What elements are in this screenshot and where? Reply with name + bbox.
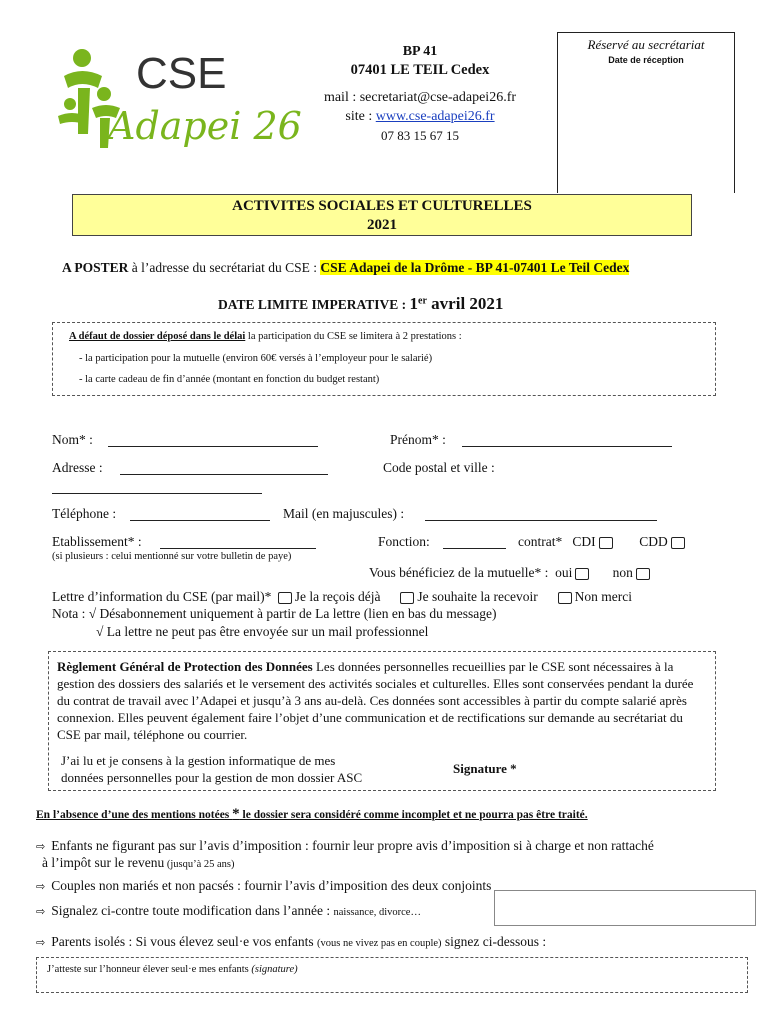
note-2-text: Couples non mariés et non pacsés : fournir l’avis d’imposition des deux conjoints	[51, 878, 492, 893]
warning-item-2: - la carte cadeau de fin d’année (montant en fonction du budget restant)	[79, 374, 380, 385]
lettre-opt1-checkbox[interactable]	[278, 592, 292, 604]
consent-line-1: J’ai lu et je consens à la gestion informatique de mes	[61, 753, 336, 768]
warning-lead: A défaut de dossier déposé dans le délai	[69, 331, 246, 342]
nom-field[interactable]	[108, 434, 318, 447]
reserved-title: Réservé au secrétariat	[587, 37, 705, 52]
title-line2: 2021	[367, 217, 397, 233]
cdd-checkbox[interactable]	[671, 537, 685, 549]
cdi-checkbox[interactable]	[599, 537, 613, 549]
fonction-field[interactable]	[443, 536, 506, 549]
cse-adapei-logo	[58, 44, 302, 162]
cdd-label: CDD	[639, 534, 668, 549]
note-3b: naissance, divorce…	[333, 907, 421, 918]
adresse-field-2[interactable]	[52, 481, 262, 494]
rgpd-text: Les données personnelles recueillies par le CSE sont nécessaires à la gestion des dossiers des salariés et le versement des activités sociales et culturelles. Elles sont conservées pendant la durée du contrat de travail avec l’Adapei et jusqu’à 3 ans au-delà. Ces données sont accessibles à partir du compte salarié après connexion. Elles peuvent également faire l’objet d’une communication et de rectifications sur demande au secrétariat du CSE par mail, téléphone ou courrier.	[57, 659, 694, 742]
etab-label: Etablissement* :	[52, 534, 142, 549]
lettre-opt3: Non merci	[574, 589, 632, 604]
rgpd-box	[48, 651, 716, 791]
fonction-label: Fonction:	[378, 534, 430, 549]
reserved-subtitle: Date de réception	[608, 55, 684, 65]
note-1	[36, 838, 766, 854]
oui-label: oui	[555, 565, 573, 580]
reserved-box	[557, 32, 735, 193]
header-mail: mail : secretariat@cse-adapei26.fr	[323, 90, 517, 105]
lettre-group	[52, 589, 752, 605]
cdi-label: CDI	[572, 534, 596, 549]
note-3a: Signalez ci-contre toute modification dans l’année :	[51, 903, 334, 918]
note-1b: à l’impôt sur le revenu	[42, 855, 165, 870]
deadline-label: DATE LIMITE IMPERATIVE :	[218, 297, 410, 312]
lettre-opt3-checkbox[interactable]	[558, 592, 572, 604]
note-1c: (jusqu’à 25 ans)	[164, 859, 235, 870]
lettre-opt2-checkbox[interactable]	[400, 592, 414, 604]
deadline-rest: avril 2021	[426, 294, 504, 313]
header-site	[290, 109, 550, 125]
form-title	[72, 194, 692, 236]
mutuelle-label: Vous bénéficiez de la mutuelle* :	[369, 565, 549, 580]
adresse-field[interactable]	[120, 462, 328, 475]
note-3	[36, 903, 421, 919]
attest-signature-box[interactable]	[36, 957, 748, 993]
svg-text:Adapei 26: Adapei 26	[108, 104, 302, 148]
lettre-label: Lettre d’information du CSE (par mail)*	[52, 589, 272, 604]
note-4b: (vous ne vivez pas en couple)	[317, 938, 442, 949]
post-text: à l’adresse du secrétariat du CSE :	[128, 260, 321, 275]
tel-label: Téléphone :	[52, 506, 117, 521]
tel-field[interactable]	[130, 508, 270, 521]
header-bp: BP 41	[402, 44, 438, 59]
note-4a: Parents isolés : Si vous élevez seul·e vos enfants	[51, 934, 318, 949]
cp-label: Code postal et ville :	[383, 460, 495, 475]
deadline-sup: er	[418, 295, 427, 307]
arrow-icon: ⇨	[36, 840, 46, 853]
prenom-label: Prénom* :	[390, 432, 446, 447]
absence-notice	[36, 806, 588, 823]
deadline-day: 1	[409, 294, 419, 313]
adresse-label: Adresse :	[52, 460, 103, 475]
mail-label: Mail (en majuscules) :	[283, 506, 405, 521]
note-1a: Enfants ne figurant pas sur l’avis d’imposition : fournir leur propre avis d’imposition si à charge et non rattaché	[51, 838, 654, 853]
signature-label: Signature *	[453, 761, 517, 776]
non-checkbox[interactable]	[636, 568, 650, 580]
post-bold: A POSTER	[62, 260, 129, 275]
non-label: non	[612, 565, 633, 580]
attest-text: J’atteste sur l’honneur élever seul·e mes enfants	[47, 964, 252, 975]
nota-1: Nota : √ Désabonnement uniquement à partir de La lettre (lien en bas du message)	[52, 606, 497, 621]
rgpd-title: Règlement Général de Protection des Données	[57, 659, 313, 674]
header-city: 07401 LE TEIL Cedex	[350, 62, 490, 78]
nota-2: √ La lettre ne peut pas être envoyée sur un mail professionnel	[96, 624, 429, 639]
contrat-label: contrat*	[518, 534, 563, 549]
modification-field[interactable]	[494, 890, 756, 926]
note-2	[36, 878, 491, 894]
absence-part1: En l’absence d’une des mentions notées	[36, 809, 233, 821]
mail-field[interactable]	[425, 508, 657, 521]
site-link[interactable]: www.cse-adapei26.fr	[375, 109, 495, 124]
nom-label: Nom* :	[52, 432, 93, 447]
note-1-cont	[42, 855, 235, 871]
lettre-opt1: Je la reçois déjà	[294, 589, 381, 604]
note-4	[36, 934, 546, 950]
warning-text: la participation du CSE se limitera à 2 prestations :	[245, 331, 462, 342]
warning-box	[52, 322, 716, 396]
oui-checkbox[interactable]	[575, 568, 589, 580]
warning-lead-line	[69, 331, 462, 342]
rgpd-consent	[61, 752, 461, 786]
rgpd-paragraph	[57, 658, 707, 743]
consent-line-2: données personnelles pour la gestion de mon dossier ASC	[61, 770, 363, 785]
arrow-icon: ⇨	[36, 905, 46, 918]
deadline	[218, 294, 618, 314]
etab-field[interactable]	[160, 536, 316, 549]
prenom-field[interactable]	[462, 434, 672, 447]
post-line	[62, 260, 762, 276]
warning-item-1: - la participation pour la mutuelle (environ 60€ versés à l’employeur pour le salarié)	[79, 353, 433, 364]
site-label: site :	[345, 109, 376, 124]
absence-star: *	[232, 806, 240, 822]
note-4c: signez ci-dessous :	[441, 934, 547, 949]
etab-note: (si plusieurs : celui mentionné sur votre bulletin de paye)	[52, 551, 292, 562]
svg-text:CSE: CSE	[136, 49, 227, 98]
absence-part2: le dossier sera considéré comme incomplet et ne pourra pas être traité.	[239, 809, 588, 821]
mutuelle-group	[369, 565, 653, 581]
arrow-icon: ⇨	[36, 880, 46, 893]
attest-sig: (signature)	[251, 964, 298, 975]
title-line1: ACTIVITES SOCIALES ET CULTURELLES	[232, 198, 532, 214]
lettre-opt2: Je souhaite la recevoir	[417, 589, 538, 604]
header-phone: 07 83 15 67 15	[381, 128, 459, 143]
arrow-icon: ⇨	[36, 936, 46, 949]
post-address: CSE Adapei de la Drôme - BP 41-07401 Le Teil Cedex	[320, 260, 630, 275]
contrat-group	[518, 534, 688, 550]
